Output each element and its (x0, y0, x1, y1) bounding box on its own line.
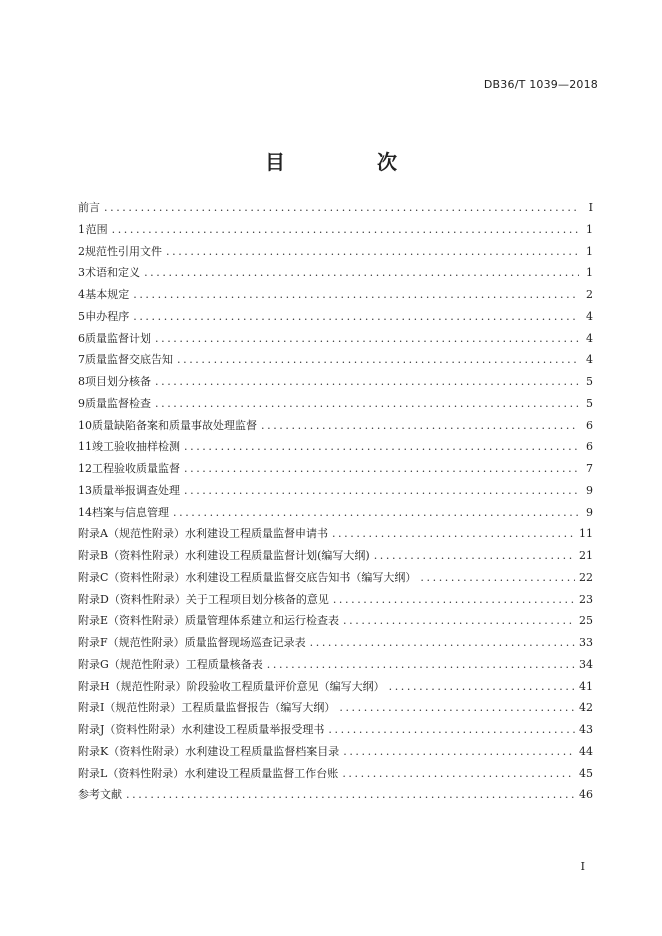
appendix-label: 工程质量监督报告（编写大纲） (181, 701, 336, 715)
toc-item[interactable] (78, 330, 593, 352)
toc-item-page: 1 (586, 266, 593, 280)
toc-item-page: 9 (586, 505, 593, 519)
appendix-label: 水利建设工程质量监督申请书 (184, 527, 328, 541)
appendix-page: 23 (579, 592, 593, 606)
leader-dots (374, 549, 575, 562)
toc-item[interactable] (78, 438, 593, 460)
toc-item[interactable] (78, 351, 593, 373)
leader-dots (104, 201, 579, 214)
toc-item-page: 2 (586, 288, 593, 301)
appendix-number: 附录K (78, 744, 109, 758)
leader-dots (339, 701, 575, 714)
leader-dots (184, 462, 579, 475)
leader-dots (333, 593, 575, 606)
toc-item-number: 10 (78, 418, 92, 432)
appendix-page: 21 (579, 549, 593, 562)
leader-dots (173, 506, 579, 519)
leader-dots (343, 745, 575, 758)
toc-item-number: 3 (78, 266, 85, 280)
toc-item[interactable] (78, 482, 593, 504)
leader-dots (267, 658, 575, 671)
toc-item[interactable] (78, 243, 593, 265)
toc-item-page: 4 (586, 331, 593, 345)
toc-item-label: 工程验收质量监督 (92, 462, 180, 475)
toc-item[interactable] (78, 460, 593, 482)
appendix-page: 41 (579, 679, 593, 693)
toc-item[interactable] (78, 308, 593, 330)
toc-item[interactable] (78, 417, 593, 439)
toc-item-number: 14 (78, 505, 92, 519)
toc-appendix[interactable] (78, 569, 593, 591)
appendix-page: 34 (579, 657, 593, 671)
table-of-contents (78, 199, 593, 808)
leader-dots (112, 223, 579, 236)
toc-appendix[interactable] (78, 634, 593, 656)
appendix-page: 45 (579, 766, 593, 780)
appendix-label: 质量监督现场巡查记录表 (184, 636, 306, 649)
appendix-number: 附录J (78, 723, 105, 736)
appendix-label: 水利建设工程质量监督交底告知书（编写大纲） (185, 570, 417, 584)
leader-dots (310, 636, 575, 649)
leader-dots (184, 440, 579, 453)
appendix-number: 附录H (78, 679, 110, 693)
page-title: 目 次 (265, 150, 433, 174)
appendix-label: 水利建设工程质量举报受理书 (181, 723, 325, 736)
toc-item-number: 9 (78, 396, 85, 410)
appendix-page: 33 (579, 636, 593, 649)
appendix-label: 关于工程项目划分核备的意见 (185, 592, 329, 606)
toc-item[interactable] (78, 221, 593, 243)
standard-code: DB36/T 1039—2018 (483, 78, 598, 91)
appendix-type: （规范性附录） (107, 636, 185, 649)
toc-item-label: 竣工验收抽样检测 (92, 440, 180, 454)
appendix-type: （资料性附录） (104, 723, 182, 736)
toc-item-page: 6 (586, 440, 593, 454)
toc-appendix[interactable] (78, 525, 593, 547)
appendix-number: 附录L (78, 766, 108, 780)
toc-item-number: 8 (78, 375, 85, 388)
toc-appendix[interactable] (78, 765, 593, 787)
toc-item-label: 质量监督计划 (85, 331, 151, 345)
appendix-page: 42 (579, 701, 593, 715)
appendix-label: 水利建设工程质量监督计划(编写大纲) (185, 549, 370, 562)
leader-dots (155, 397, 579, 410)
toc-item-label: 申办程序 (85, 309, 130, 323)
toc-item-label: 质量监督交底告知 (85, 353, 173, 367)
toc-item-page: 5 (586, 375, 593, 388)
leader-dots (133, 288, 579, 301)
toc-item[interactable] (78, 395, 593, 417)
appendix-page: 44 (579, 744, 593, 758)
leader-dots (166, 245, 579, 258)
appendix-type: （资料性附录） (107, 766, 185, 780)
leader-dots (332, 527, 575, 540)
leader-dots (328, 723, 575, 736)
toc-item-page: 5 (586, 396, 593, 410)
leader-dots (155, 375, 579, 388)
toc-item-number: 12 (78, 462, 92, 475)
leader-dots (155, 332, 579, 345)
toc-item-page: 1 (586, 244, 593, 258)
appendix-type: （资料性附录） (108, 744, 186, 758)
appendix-type: （资料性附录） (108, 592, 186, 606)
toc-appendix[interactable] (78, 612, 593, 634)
appendix-type: （资料性附录） (108, 570, 186, 584)
toc-item-number: 5 (78, 309, 85, 323)
toc-item-page: 9 (586, 483, 593, 497)
toc-item-foreword[interactable] (78, 199, 593, 221)
toc-item-label: 基本规定 (85, 288, 130, 301)
appendix-page: 43 (579, 723, 593, 736)
leader-dots (420, 571, 575, 584)
toc-item-label: 前言 (78, 201, 100, 214)
toc-item[interactable] (78, 373, 593, 395)
appendix-label: 水利建设工程质量监督工作台账 (184, 766, 339, 780)
toc-item-label: 档案与信息管理 (92, 505, 169, 519)
appendix-number: 附录E (78, 614, 109, 628)
appendix-label: 工程质量核备表 (185, 657, 263, 671)
toc-item-page: 4 (586, 353, 593, 367)
appendix-type: （规范性附录） (108, 657, 186, 671)
leader-dots (184, 484, 579, 497)
leader-dots (133, 310, 579, 323)
toc-item-label: 质量监督检查 (85, 396, 151, 410)
toc-item-page: 46 (579, 788, 593, 802)
toc-item-references[interactable] (78, 786, 593, 808)
appendix-page: 22 (579, 570, 593, 584)
leader-dots (126, 788, 575, 801)
toc-item-number: 11 (78, 440, 92, 454)
leader-dots (144, 266, 579, 279)
toc-item-page: 7 (586, 462, 593, 475)
toc-item-page: 4 (586, 309, 593, 323)
leader-dots (343, 614, 575, 627)
appendix-type: （资料性附录） (108, 614, 186, 628)
appendix-type: （规范性附录） (109, 679, 187, 693)
appendix-number: 附录B (78, 549, 109, 562)
leader-dots (177, 353, 579, 366)
appendix-label: 水利建设工程质量监督档案目录 (185, 744, 340, 758)
toc-item-label: 项目划分核备 (85, 375, 151, 388)
toc-appendix[interactable] (78, 591, 593, 613)
appendix-number: 附录D (78, 592, 109, 606)
toc-item-page: 6 (586, 418, 593, 432)
toc-item-label: 规范性引用文件 (85, 244, 162, 258)
appendix-page: 25 (579, 614, 593, 628)
toc-item-number: 6 (78, 331, 85, 345)
appendix-page: 11 (579, 527, 593, 541)
toc-item[interactable] (78, 504, 593, 526)
toc-item-number: 7 (78, 353, 85, 367)
leader-dots (342, 767, 575, 780)
toc-appendix[interactable] (78, 547, 593, 569)
toc-item[interactable] (78, 286, 593, 308)
appendix-number: 附录I (78, 701, 105, 715)
appendix-type: （规范性附录） (107, 527, 185, 541)
appendix-label: 质量管理体系建立和运行检查表 (185, 614, 340, 628)
toc-item-label: 范围 (85, 222, 108, 236)
toc-item-number: 13 (78, 483, 92, 497)
toc-appendix[interactable] (78, 743, 593, 765)
toc-item-page: 1 (586, 222, 593, 236)
toc-item-number: 1 (78, 222, 85, 236)
toc-item-label: 参考文献 (78, 788, 122, 802)
toc-appendix[interactable] (78, 699, 593, 721)
toc-item-page: I (588, 201, 593, 214)
toc-item-label: 质量举报调查处理 (92, 483, 180, 497)
toc-item-number: 2 (78, 244, 85, 258)
appendix-number: 附录G (78, 657, 109, 671)
footer-page-number: I (580, 860, 585, 873)
leader-dots (389, 680, 575, 693)
appendix-type: （规范性附录） (104, 701, 182, 715)
appendix-type: （资料性附录） (108, 549, 186, 562)
leader-dots (261, 419, 579, 432)
toc-item-label: 术语和定义 (85, 266, 141, 280)
appendix-number: 附录C (78, 570, 109, 584)
toc-appendix[interactable] (78, 678, 593, 700)
toc-item-number: 4 (78, 288, 85, 301)
appendix-label: 阶段验收工程质量评价意见（编写大纲） (186, 679, 385, 693)
toc-item-label: 质量缺陷备案和质量事故处理监督 (92, 418, 257, 432)
toc-appendix[interactable] (78, 656, 593, 678)
appendix-number: 附录F (78, 636, 108, 649)
toc-item[interactable] (78, 264, 593, 286)
toc-appendix[interactable] (78, 721, 593, 743)
appendix-number: 附录A (78, 527, 108, 541)
